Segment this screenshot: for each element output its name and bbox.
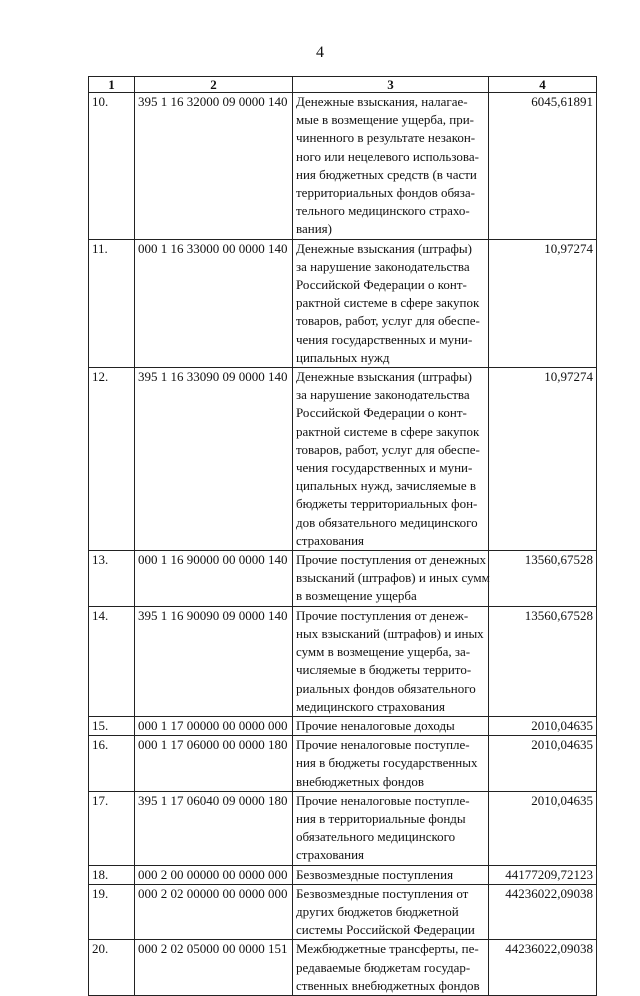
- table-row: [89, 736, 597, 792]
- revenue-name: [293, 791, 489, 865]
- table-body: [89, 93, 597, 996]
- revenue-name-line: Денежные взыскания (штрафы): [296, 240, 472, 256]
- revenue-name-line: чиненного в результате незакон-: [296, 130, 476, 146]
- row-number: 17.: [89, 791, 135, 865]
- table-row: [89, 551, 597, 607]
- revenue-name: [293, 368, 489, 551]
- table-row: [89, 606, 597, 716]
- row-number: 13.: [89, 551, 135, 607]
- budget-classification-code: 000 1 16 90000 00 0000 140: [135, 551, 293, 607]
- revenue-name-line: Прочие неналоговые поступле-: [296, 737, 470, 753]
- revenue-name-line: Безвозмездные поступления: [296, 866, 454, 882]
- budget-classification-code: 000 1 17 06000 00 0000 180: [135, 736, 293, 792]
- revenue-name-line: ципальных нужд, зачисляемые в: [296, 478, 477, 494]
- revenue-name-line: системы Российской Федерации: [296, 922, 475, 938]
- amount-value: 2010,04635: [489, 791, 597, 865]
- revenue-name-line: ния в территориальные фонды: [296, 810, 466, 826]
- budget-classification-code: 395 1 17 06040 09 0000 180: [135, 791, 293, 865]
- revenue-name-line: риальных фондов обязательного: [296, 680, 476, 696]
- revenue-name-line: чения государственных и муни-: [296, 460, 473, 476]
- revenue-name-line: за нарушение законодательства: [296, 258, 470, 274]
- column-header-number: 1: [89, 77, 135, 93]
- amount-value: 2010,04635: [489, 736, 597, 792]
- row-number: 18.: [89, 865, 135, 884]
- column-header-code: 2: [135, 77, 293, 93]
- revenue-name: [293, 606, 489, 716]
- budget-classification-code: 395 1 16 32000 09 0000 140: [135, 93, 293, 240]
- revenue-name: [293, 865, 489, 884]
- table-row: [89, 368, 597, 551]
- table-header: [89, 77, 597, 93]
- revenue-name-line: тельного медицинского страхо-: [296, 203, 470, 219]
- budget-classification-code: 000 2 02 00000 00 0000 000: [135, 884, 293, 940]
- amount-value: 10,97274: [489, 239, 597, 367]
- revenue-name-line: Российской Федерации о конт-: [296, 277, 467, 293]
- table-row: [89, 791, 597, 865]
- budget-classification-code: 395 1 16 90090 09 0000 140: [135, 606, 293, 716]
- header-row: [89, 77, 597, 93]
- amount-value: 13560,67528: [489, 606, 597, 716]
- revenue-name-line: чения государственных и муни-: [296, 331, 473, 347]
- table-row: [89, 865, 597, 884]
- table-row: [89, 884, 597, 940]
- revenue-name-line: внебюджетных фондов: [296, 773, 424, 789]
- revenue-name-line: ного или нецелевого использова-: [296, 148, 479, 164]
- revenue-name-line: рактной системе в сфере закупок: [296, 423, 480, 439]
- amount-value: 10,97274: [489, 368, 597, 551]
- revenue-name: [293, 716, 489, 735]
- table-row: [89, 940, 597, 996]
- revenue-name-line: взысканий (штрафов) и иных сумм: [296, 570, 490, 586]
- revenue-name-line: других бюджетов бюджетной: [296, 903, 459, 919]
- row-number: 16.: [89, 736, 135, 792]
- revenue-name-line: бюджеты территориальных фон-: [296, 496, 478, 512]
- revenue-name: [293, 93, 489, 240]
- page-number: 4: [316, 44, 324, 61]
- revenue-name-line: Прочие неналоговые поступле-: [296, 792, 470, 808]
- budget-classification-code: 000 2 02 05000 00 0000 151: [135, 940, 293, 996]
- revenue-name: [293, 736, 489, 792]
- revenue-name-line: Прочие поступления от денежных: [296, 552, 487, 568]
- budget-classification-code: 000 2 00 00000 00 0000 000: [135, 865, 293, 884]
- revenue-name-line: ственных внебюджетных фондов: [296, 977, 480, 993]
- table-row: [89, 239, 597, 367]
- revenue-name-line: страхования: [296, 847, 365, 863]
- revenue-name-line: Прочие поступления от денеж-: [296, 607, 469, 623]
- revenue-name-line: ния бюджетных средств (в части: [296, 166, 477, 182]
- amount-value: 44236022,09038: [489, 884, 597, 940]
- amount-value: 44177209,72123: [489, 865, 597, 884]
- table-row: [89, 716, 597, 735]
- revenue-name-line: дов обязательного медицинского: [296, 514, 478, 530]
- revenue-name-line: товаров, работ, услуг для обеспе-: [296, 313, 480, 329]
- column-header-name: 3: [293, 77, 489, 93]
- revenue-name-line: страхования: [296, 532, 365, 548]
- revenue-name: [293, 940, 489, 996]
- row-number: 20.: [89, 940, 135, 996]
- revenue-name-line: ния в бюджеты государственных: [296, 755, 478, 771]
- row-number: 11.: [89, 239, 135, 367]
- row-number: 12.: [89, 368, 135, 551]
- revenue-name-line: рактной системе в сфере закупок: [296, 295, 480, 311]
- revenue-name-line: вания): [296, 221, 332, 237]
- revenue-name-line: Денежные взыскания (штрафы): [296, 369, 472, 385]
- revenue-name-line: товаров, работ, услуг для обеспе-: [296, 441, 480, 457]
- revenue-name-line: сумм в возмещение ущерба, за-: [296, 644, 471, 660]
- revenue-name-line: Межбюджетные трансферты, пе-: [296, 941, 479, 957]
- revenue-name-line: числяемые в бюджеты террито-: [296, 662, 472, 678]
- column-header-amount: 4: [489, 77, 597, 93]
- amount-value: 44236022,09038: [489, 940, 597, 996]
- row-number: 14.: [89, 606, 135, 716]
- revenue-name-line: Денежные взыскания, налагае-: [296, 94, 468, 109]
- revenue-name-line: ципальных нужд: [296, 349, 390, 365]
- amount-value: 6045,61891: [489, 93, 597, 240]
- budget-classification-code: 395 1 16 33090 09 0000 140: [135, 368, 293, 551]
- revenue-table: [88, 76, 597, 996]
- revenue-name-line: обязательного медицинского: [296, 829, 456, 845]
- revenue-name-line: Прочие неналоговые доходы: [296, 717, 455, 733]
- row-number: 15.: [89, 716, 135, 735]
- amount-value: 2010,04635: [489, 716, 597, 735]
- budget-classification-code: 000 1 17 00000 00 0000 000: [135, 716, 293, 735]
- revenue-name-line: территориальных фондов обяза-: [296, 185, 476, 201]
- revenue-name-line: медицинского страхования: [296, 698, 445, 714]
- revenue-name-line: редаваемые бюджетам государ-: [296, 959, 471, 975]
- revenue-name: [293, 884, 489, 940]
- row-number: 10.: [89, 93, 135, 240]
- revenue-name-line: за нарушение законодательства: [296, 387, 470, 403]
- revenue-name: [293, 551, 489, 607]
- revenue-name-line: мые в возмещение ущерба, при-: [296, 112, 474, 128]
- revenue-name-line: в возмещение ущерба: [296, 588, 417, 604]
- table-row: [89, 93, 597, 240]
- row-number: 19.: [89, 884, 135, 940]
- budget-classification-code: 000 1 16 33000 00 0000 140: [135, 239, 293, 367]
- revenue-name-line: Безвозмездные поступления от: [296, 885, 469, 901]
- revenue-name: [293, 239, 489, 367]
- revenue-name-line: ных взысканий (штрафов) и иных: [296, 625, 484, 641]
- revenue-name-line: Российской Федерации о конт-: [296, 405, 467, 421]
- amount-value: 13560,67528: [489, 551, 597, 607]
